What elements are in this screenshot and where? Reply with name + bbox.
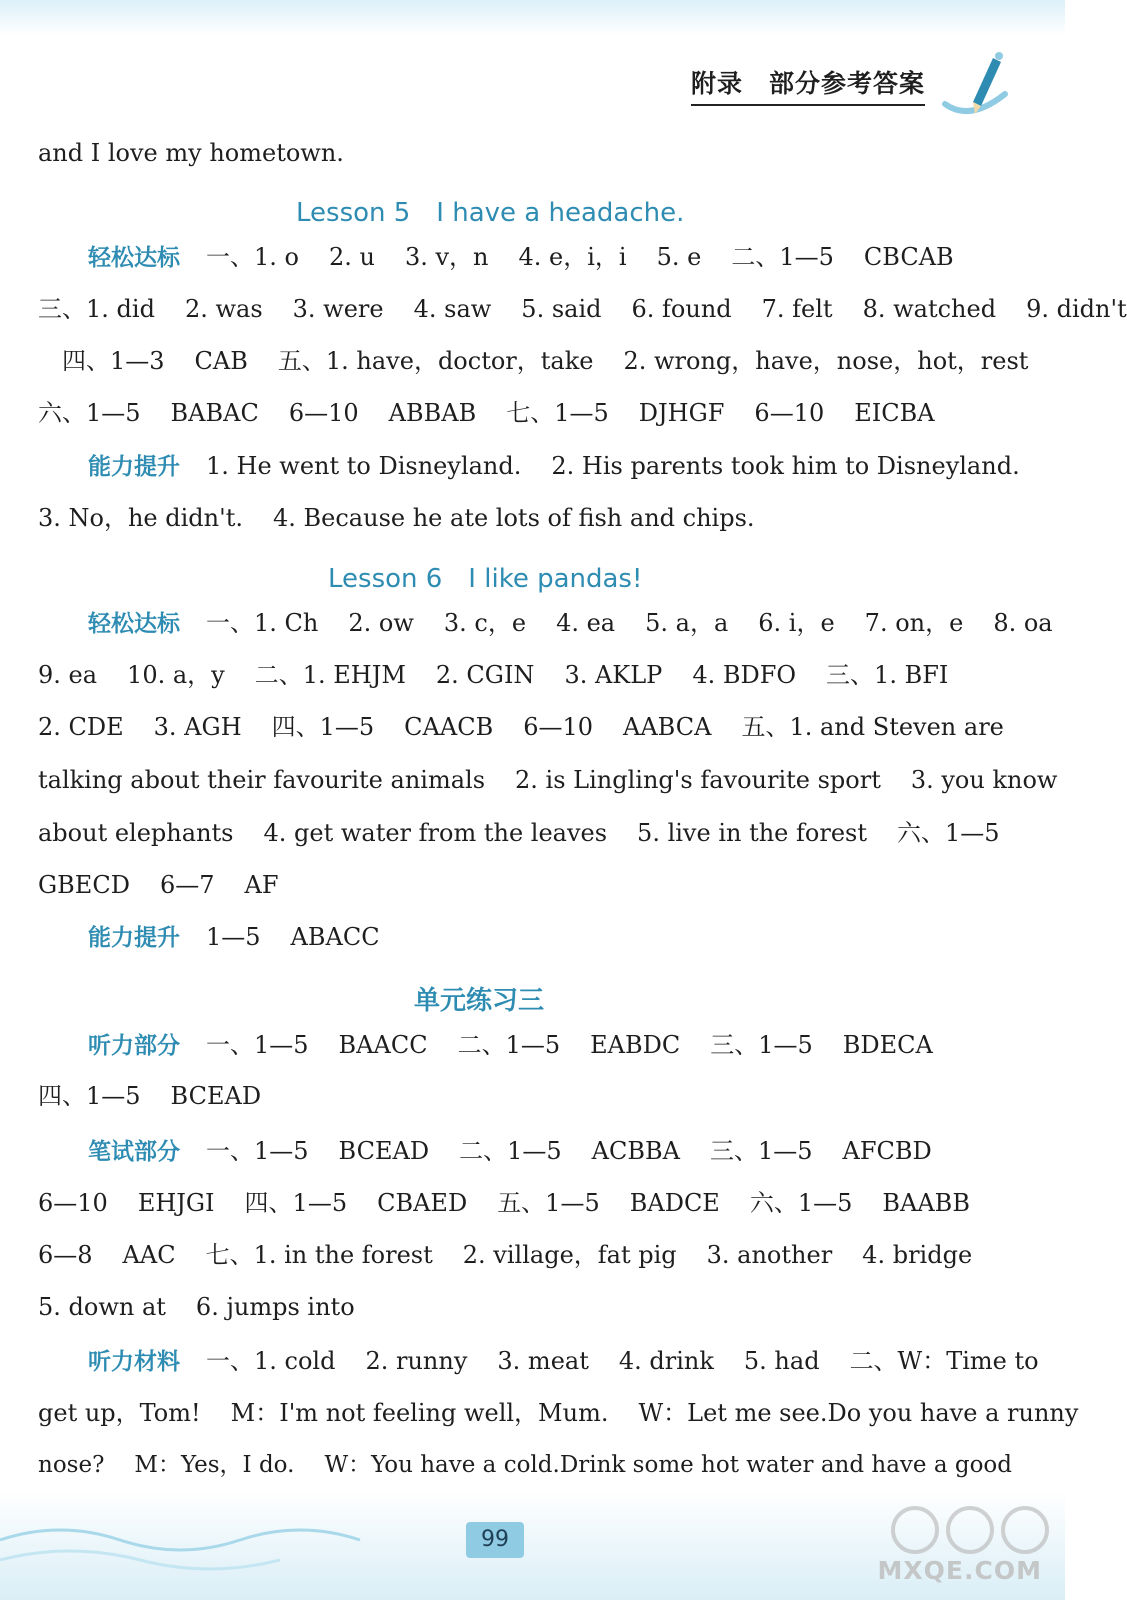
watermark-text: MXQE.COM (877, 1556, 1042, 1585)
unit-listening-line1: 听力部分 一、1—5 BAACC 二、1—5 EABDC 三、1—5 BDECA (88, 1031, 933, 1059)
watermark-logo (870, 1495, 1060, 1595)
unit-written-line3: 6—8 AAC 七、1. in the forest 2. village，fat pig 3. another 4. bridge (38, 1241, 973, 1269)
l6-easy-line5: about elephants 4. get water from the leaves 5. live in the forest 六、1—5 (38, 819, 1000, 847)
lesson6-title: Lesson 6 I like pandas! (328, 564, 643, 594)
l5-easy-line1: 轻松达标 一、1. o 2. u 3. v，n 4. e，i，i 5. e 二、1—5 CBCAB (88, 243, 954, 271)
l6-easy-line4: talking about their favourite animals 2. is Lingling's favourite sport 3. you know (38, 766, 1058, 794)
unit-written-line4: 5. down at 6. jumps into (38, 1293, 355, 1321)
page-header (691, 64, 925, 106)
l5-easy-line2: 三、1. did 2. was 3. were 4. saw 5. said 6. found 7. felt 8. watched 9. didn't (38, 295, 1127, 323)
section-label-listening: 听力部分 (88, 1033, 180, 1059)
l6-ability-line1: 能力提升 1—5 ABACC (88, 923, 380, 951)
material-line2: get up，Tom! M：I'm not feeling well，Mum. W：Let me see.Do you have a runny (38, 1399, 1079, 1427)
l5-ability-line1: 能力提升 1. He went to Disneyland. 2. His parents took him to Disneyland. (88, 452, 1020, 480)
section-label-written: 笔试部分 (88, 1139, 180, 1165)
top-band (0, 0, 1065, 36)
section-label-easy: 轻松达标 (88, 611, 180, 637)
unit-written-line1: 笔试部分 一、1—5 BCEAD 二、1—5 ACBBA 三、1—5 AFCBD (88, 1137, 932, 1165)
page-number: 99 (466, 1522, 524, 1558)
lesson5-title: Lesson 5 I have a headache. (296, 198, 685, 228)
l6-easy-line6: GBECD 6—7 AF (38, 871, 279, 899)
header-appendix: 附录 (690, 69, 743, 98)
section-label-material: 听力材料 (88, 1349, 180, 1375)
l5-easy-line3: 四、1—3 CAB 五、1. have，doctor，take 2. wrong，have，nose，hot，rest (62, 347, 1029, 375)
unit-written-line2: 6—10 EHJGI 四、1—5 CBAED 五、1—5 BADCE 六、1—5 BAABB (38, 1189, 970, 1217)
section-label-easy: 轻松达标 (88, 245, 180, 271)
l6-easy-line2: 9. ea 10. a，y 二、1. EHJM 2. CGIN 3. AKLP 4. BDFO 三、1. BFI (38, 661, 949, 689)
header-title: 部分参考答案 (768, 69, 925, 98)
l6-easy-line3: 2. CDE 3. AGH 四、1—5 CAACB 6—10 AABCA 五、1. and Steven are (38, 713, 1004, 741)
intro-line: and I love my hometown. (38, 139, 344, 167)
l5-easy-line4: 六、1—5 BABAC 6—10 ABBAB 七、1—5 DJHGF 6—10 EICBA (38, 399, 935, 427)
l5-ability-line2: 3. No，he didn't. 4. Because he ate lots of fish and chips. (38, 504, 755, 532)
pencil-icon (935, 44, 1015, 124)
material-line3: nose? M：Yes，I do. W：You have a cold.Drink some hot water and have a good (38, 1452, 1012, 1478)
material-line1: 听力材料 一、1. cold 2. runny 3. meat 4. drink 5. had 二、W：Time to (88, 1347, 1039, 1375)
section-label-ability: 能力提升 (88, 925, 180, 951)
unit-listening-line2: 四、1—5 BCEAD (38, 1082, 262, 1110)
l6-easy-line1: 轻松达标 一、1. Ch 2. ow 3. c，e 4. ea 5. a，a 6. i，e 7. on，e 8. oa (88, 609, 1053, 637)
section-label-ability: 能力提升 (88, 454, 180, 480)
unit3-title: 单元练习三 (414, 986, 545, 1016)
